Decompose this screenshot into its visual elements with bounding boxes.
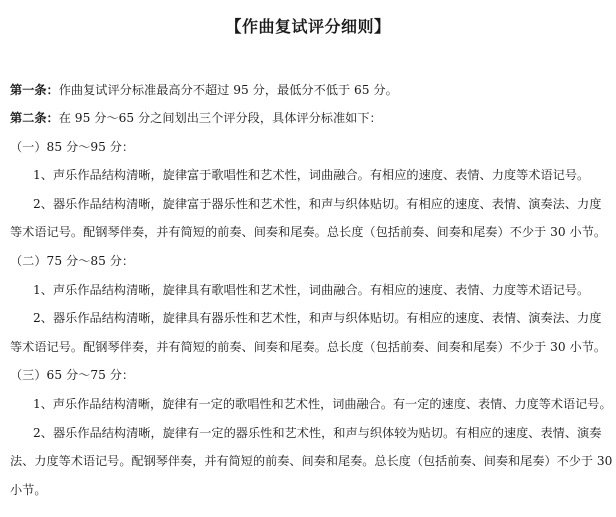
section-3-heading: （三）65 分～75 分： — [10, 368, 135, 382]
article-2-text: 在 95 分～65 分之间划出三个评分段，具体评分标准如下： — [58, 111, 382, 125]
section-2-item-2-line-2: 等术语记号。配钢琴伴奏，并有简短的前奏、间奏和尾奏。总长度（包括前奏、间奏和尾奏）不少于 30 小节。 — [10, 340, 607, 354]
document-title: 【作曲复试评分细则】 — [225, 17, 391, 36]
section-3-item-2-line-2: 法、力度等术语记号。配钢琴伴奏，并有简短的前奏、间奏和尾奏。总长度（包括前奏、间奏和尾奏）不少于 30 — [10, 454, 613, 468]
section-1-item-2-line-2: 等术语记号。配钢琴伴奏，并有简短的前奏、间奏和尾奏。总长度（包括前奏、间奏和尾奏）不少于 30 小节。 — [10, 225, 607, 239]
section-3-item-2-line-1: 2、器乐作品结构清晰，旋律有一定的器乐性和艺术性，和声与织体较为贴切。有相应的速度、表情、演奏 — [33, 426, 602, 440]
article-1-text: 作曲复试评分标准最高分不超过 95 分，最低分不低于 65 分。 — [58, 83, 398, 97]
section-2-item-2-line-1: 2、器乐作品结构清晰，旋律具有器乐性和艺术性，和声与织体贴切。有相应的速度、表情、演奏法、力度 — [33, 311, 602, 325]
section-2-item-1: 1、声乐作品结构清晰，旋律具有歌唱性和艺术性，词曲融合。有相应的速度、表情、力度等术语记号。 — [33, 283, 590, 297]
article-2-label: 第二条： — [10, 111, 59, 125]
section-1-item-1: 1、声乐作品结构清晰，旋律富于歌唱性和艺术性，词曲融合。有相应的速度、表情、力度等术语记号。 — [33, 168, 590, 182]
article-2 — [10, 109, 382, 127]
article-1 — [10, 81, 398, 99]
section-3-item-1: 1、声乐作品结构清晰，旋律有一定的歌唱性和艺术性，词曲融合。有一定的速度、表情、力度等术语记号。 — [33, 397, 612, 411]
section-1-heading: （一）85 分～95 分： — [10, 140, 135, 154]
section-2-heading: （二）75 分～85 分： — [10, 254, 135, 268]
section-3-item-2-line-3: 小节。 — [10, 483, 47, 497]
article-1-label: 第一条： — [10, 83, 59, 97]
section-1-item-2-line-1: 2、器乐作品结构清晰，旋律富于器乐性和艺术性，和声与织体贴切。有相应的速度、表情、演奏法、力度 — [33, 197, 602, 211]
